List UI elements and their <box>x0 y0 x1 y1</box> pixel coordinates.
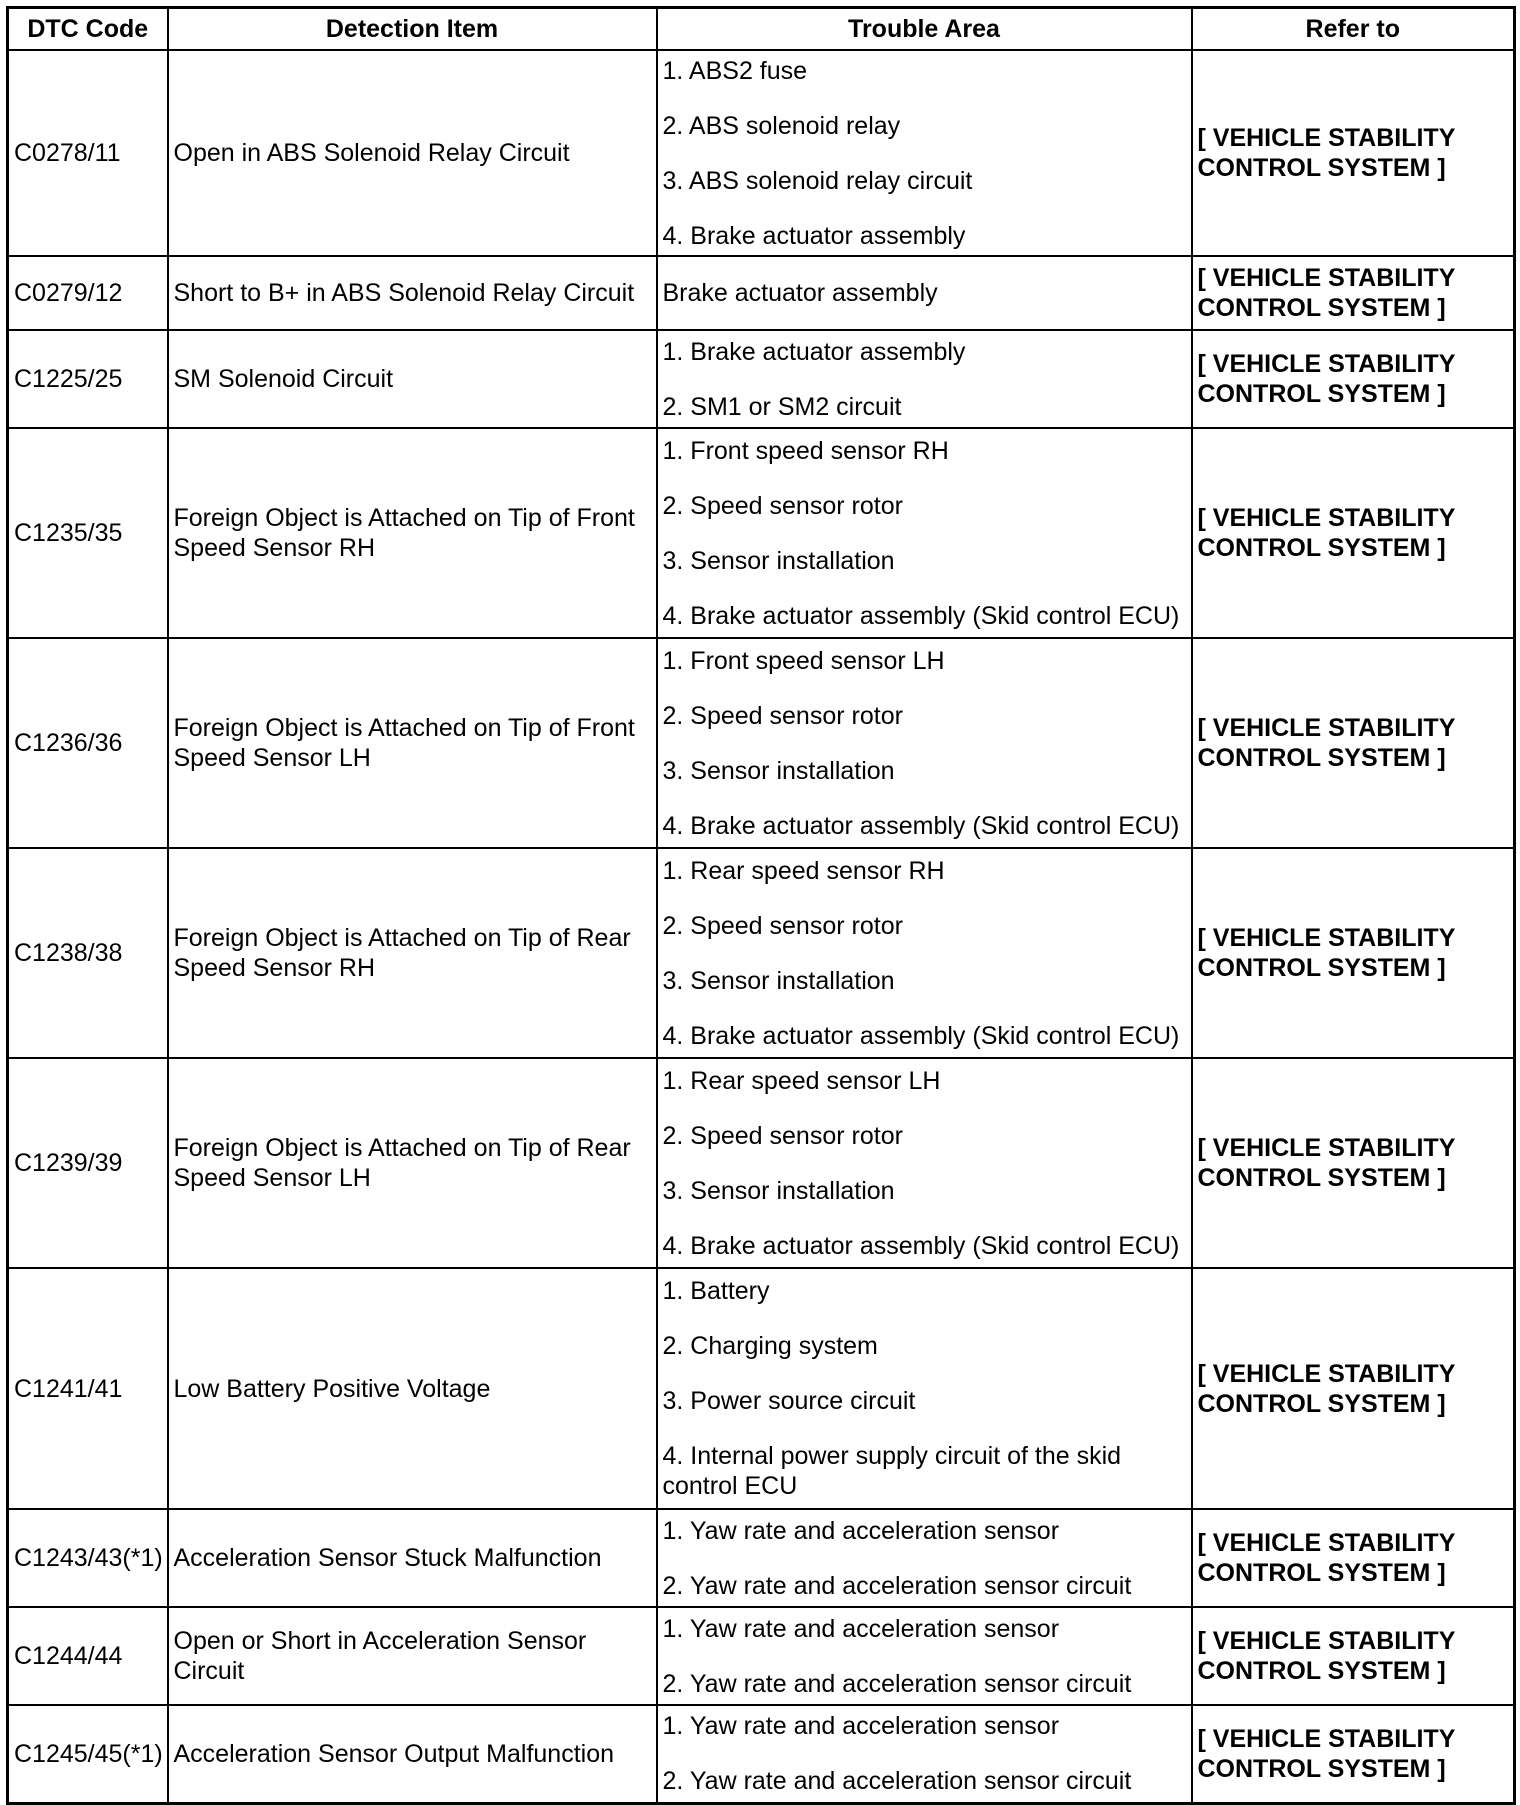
trouble-area-item: 4. Brake actuator assembly (Skid control ECU) <box>662 811 1180 840</box>
trouble-area-item: 2. Speed sensor rotor <box>662 1121 903 1150</box>
header-trouble-area: Trouble Area <box>657 8 1192 51</box>
table-row <box>8 848 1515 1058</box>
trouble-area-item: Brake actuator assembly <box>662 279 938 307</box>
trouble-area-item: 4. Brake actuator assembly (Skid control ECU) <box>662 1231 1180 1260</box>
dtc-code-cell: C1243/43(*1) <box>8 1509 168 1607</box>
trouble-area-item: 2. Speed sensor rotor <box>662 911 903 940</box>
trouble-area-item: 2. SM1 or SM2 circuit <box>662 392 902 421</box>
table-row <box>8 1268 1515 1509</box>
trouble-area-item: 3. Sensor installation <box>662 1176 895 1205</box>
table-row <box>8 1058 1515 1268</box>
dtc-code-cell: C1235/35 <box>8 428 168 638</box>
trouble-area-cell <box>657 1509 1192 1607</box>
refer-to-cell: [ VEHICLE STABILITY CONTROL SYSTEM ] <box>1192 256 1515 330</box>
trouble-area-cell <box>657 50 1192 256</box>
refer-to-cell: [ VEHICLE STABILITY CONTROL SYSTEM ] <box>1192 50 1515 256</box>
refer-to-cell: [ VEHICLE STABILITY CONTROL SYSTEM ] <box>1192 1705 1515 1803</box>
trouble-area-item: 2. Speed sensor rotor <box>662 491 903 520</box>
trouble-area-cell <box>657 1268 1192 1509</box>
table-row <box>8 50 1515 256</box>
dtc-code-cell: C1241/41 <box>8 1268 168 1509</box>
detection-item-cell: Foreign Object is Attached on Tip of Front Speed Sensor RH <box>168 428 657 638</box>
trouble-area-item: 4. Brake actuator assembly (Skid control ECU) <box>662 1021 1180 1050</box>
trouble-area-item: 1. Front speed sensor RH <box>662 436 949 465</box>
trouble-area-list <box>663 1066 1186 1261</box>
dtc-table <box>6 6 1516 1805</box>
trouble-area-item: 3. ABS solenoid relay circuit <box>662 166 973 195</box>
trouble-area-item: 1. Battery <box>662 1277 770 1305</box>
detection-item-cell: Open or Short in Acceleration Sensor Circuit <box>168 1607 657 1705</box>
trouble-area-item: 4. Brake actuator assembly (Skid control ECU) <box>662 601 1180 630</box>
trouble-area-cell <box>657 330 1192 428</box>
detection-item-cell: Acceleration Sensor Output Malfunction <box>168 1705 657 1803</box>
dtc-code-cell: C1239/39 <box>8 1058 168 1268</box>
dtc-code-cell: C1238/38 <box>8 848 168 1058</box>
header-row <box>8 8 1515 51</box>
trouble-area-cell <box>657 256 1192 330</box>
trouble-area-item: 1. Yaw rate and acceleration sensor <box>662 1712 1060 1741</box>
trouble-area-item: 3. Power source circuit <box>662 1387 916 1415</box>
trouble-area-list <box>663 1516 1186 1601</box>
detection-item-cell: SM Solenoid Circuit <box>168 330 657 428</box>
trouble-area-item: 1. Front speed sensor LH <box>662 646 945 675</box>
trouble-area-list <box>663 337 1186 422</box>
trouble-area-item: 4. Brake actuator assembly <box>662 221 966 250</box>
trouble-area-cell <box>657 1705 1192 1803</box>
trouble-area-item: 1. Rear speed sensor LH <box>662 1066 941 1095</box>
dtc-code-cell: C0278/11 <box>8 50 168 256</box>
detection-item-cell: Acceleration Sensor Stuck Malfunction <box>168 1509 657 1607</box>
header-dtc-code: DTC Code <box>8 8 168 51</box>
refer-to-cell: [ VEHICLE STABILITY CONTROL SYSTEM ] <box>1192 1058 1515 1268</box>
header-refer-to: Refer to <box>1192 8 1515 51</box>
trouble-area-cell <box>657 848 1192 1058</box>
trouble-area-list <box>663 646 1186 841</box>
dtc-table-body <box>8 50 1515 1803</box>
header-detection-item: Detection Item <box>168 8 657 51</box>
dtc-code-cell: C1245/45(*1) <box>8 1705 168 1803</box>
trouble-area-item: 2. Yaw rate and acceleration sensor circuit <box>662 1767 1132 1796</box>
detection-item-cell: Short to B+ in ABS Solenoid Relay Circuit <box>168 256 657 330</box>
trouble-area-list <box>663 278 1186 308</box>
trouble-area-item: 1. Rear speed sensor RH <box>662 856 945 885</box>
refer-to-cell: [ VEHICLE STABILITY CONTROL SYSTEM ] <box>1192 1607 1515 1705</box>
trouble-area-cell <box>657 1058 1192 1268</box>
table-row <box>8 1705 1515 1803</box>
trouble-area-item: 2. ABS solenoid relay <box>662 111 901 140</box>
trouble-area-item: 2. Speed sensor rotor <box>662 701 903 730</box>
detection-item-cell: Open in ABS Solenoid Relay Circuit <box>168 50 657 256</box>
detection-item-cell: Low Battery Positive Voltage <box>168 1268 657 1509</box>
table-row <box>8 638 1515 848</box>
trouble-area-list <box>663 1614 1186 1699</box>
trouble-area-cell <box>657 428 1192 638</box>
dtc-code-cell: C1244/44 <box>8 1607 168 1705</box>
trouble-area-item: 1. Yaw rate and acceleration sensor <box>662 1516 1060 1545</box>
table-row <box>8 428 1515 638</box>
table-row <box>8 1509 1515 1607</box>
trouble-area-item: 3. Sensor installation <box>662 966 895 995</box>
dtc-code-cell: C0279/12 <box>8 256 168 330</box>
trouble-area-item: 1. Brake actuator assembly <box>662 337 966 366</box>
trouble-area-list <box>663 1711 1186 1796</box>
dtc-code-cell: C1236/36 <box>8 638 168 848</box>
refer-to-cell: [ VEHICLE STABILITY CONTROL SYSTEM ] <box>1192 1268 1515 1509</box>
trouble-area-item: 2. Yaw rate and acceleration sensor circuit <box>662 1669 1132 1698</box>
refer-to-cell: [ VEHICLE STABILITY CONTROL SYSTEM ] <box>1192 330 1515 428</box>
trouble-area-item: 4. Internal power supply circuit of the skid control ECU <box>662 1442 1122 1500</box>
table-row <box>8 1607 1515 1705</box>
trouble-area-item: 3. Sensor installation <box>662 756 895 785</box>
table-row <box>8 256 1515 330</box>
dtc-code-cell: C1225/25 <box>8 330 168 428</box>
trouble-area-list <box>663 436 1186 631</box>
detection-item-cell: Foreign Object is Attached on Tip of Rear Speed Sensor RH <box>168 848 657 1058</box>
refer-to-cell: [ VEHICLE STABILITY CONTROL SYSTEM ] <box>1192 428 1515 638</box>
detection-item-cell: Foreign Object is Attached on Tip of Rear Speed Sensor LH <box>168 1058 657 1268</box>
trouble-area-item: 1. ABS2 fuse <box>662 56 808 85</box>
trouble-area-list <box>663 56 1186 251</box>
trouble-area-item: 1. Yaw rate and acceleration sensor <box>662 1614 1060 1643</box>
refer-to-cell: [ VEHICLE STABILITY CONTROL SYSTEM ] <box>1192 638 1515 848</box>
refer-to-cell: [ VEHICLE STABILITY CONTROL SYSTEM ] <box>1192 848 1515 1058</box>
trouble-area-cell <box>657 638 1192 848</box>
detection-item-cell: Foreign Object is Attached on Tip of Front Speed Sensor LH <box>168 638 657 848</box>
trouble-area-item: 2. Yaw rate and acceleration sensor circuit <box>662 1571 1132 1600</box>
refer-to-cell: [ VEHICLE STABILITY CONTROL SYSTEM ] <box>1192 1509 1515 1607</box>
trouble-area-list <box>663 856 1186 1051</box>
trouble-area-list <box>663 1276 1186 1501</box>
trouble-area-item: 3. Sensor installation <box>662 546 895 575</box>
trouble-area-item: 2. Charging system <box>662 1332 878 1360</box>
trouble-area-cell <box>657 1607 1192 1705</box>
table-row <box>8 330 1515 428</box>
